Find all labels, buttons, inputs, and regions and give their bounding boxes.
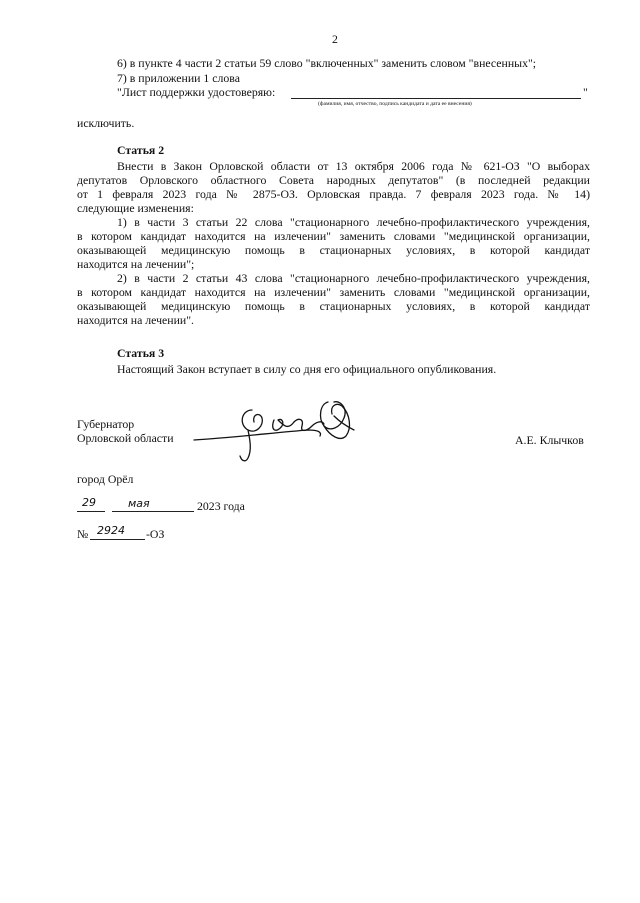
article-2-line: 2) в части 2 статьи 43 слова "стационарного лечебно-профилактического учреждения, bbox=[117, 271, 590, 285]
article-2-heading: Статья 2 bbox=[117, 143, 165, 157]
exclude-text: исключить. bbox=[77, 116, 135, 130]
article-2-line: от 1 февраля 2023 года № 2875-ОЗ. Орловская правда. 7 февраля 2023 года. № 14) bbox=[77, 187, 590, 201]
article-2-line: следующие изменения: bbox=[77, 201, 194, 215]
signatory-name: А.Е. Клычков bbox=[515, 433, 584, 447]
article-2-line: в котором кандидат находится на излечении" заменить словами "медицинской организации, bbox=[77, 285, 590, 299]
article-2-line: находится на лечении". bbox=[77, 313, 194, 327]
date-month: мая bbox=[128, 497, 150, 510]
article-2-line: в котором кандидат находится на излечении" заменить словами "медицинской организации, bbox=[77, 229, 590, 243]
date-month-line bbox=[112, 511, 194, 512]
date-day-line bbox=[77, 511, 105, 512]
amendment-item-7: 7) в приложении 1 слова bbox=[117, 71, 240, 85]
article-2-line: 1) в части 3 статьи 22 слова "стационарного лечебно-профилактического учреждения, bbox=[117, 215, 590, 229]
page-number: 2 bbox=[332, 32, 338, 46]
blank-line-caption: (фамилия, имя, отчество, подпись кандидата и дата ее внесения) bbox=[318, 101, 472, 107]
article-3-text: Настоящий Закон вступает в силу со дня его официального опубликования. bbox=[117, 362, 497, 376]
law-number-value: 2924 bbox=[97, 524, 125, 537]
law-number-suffix: -ОЗ bbox=[146, 527, 165, 541]
date-day: 29 bbox=[82, 496, 96, 509]
article-2-line: оказывающей медицинскую помощь в стационарных условиях, в которой кандидат bbox=[77, 299, 590, 313]
article-2-line: Внести в Закон Орловской области от 13 октября 2006 года № 621-ОЗ "О выборах bbox=[117, 159, 590, 173]
article-2-line: оказывающей медицинскую помощь в стационарных условиях, в которой кандидат bbox=[77, 243, 590, 257]
article-3-heading: Статья 3 bbox=[117, 346, 165, 360]
place-of-signing: город Орёл bbox=[77, 472, 134, 486]
amendment-item-6: 6) в пункте 4 части 2 статьи 59 слово "включенных" заменить словом "внесенных"; bbox=[117, 56, 537, 70]
law-number-line bbox=[90, 539, 145, 540]
signature-blank-line bbox=[291, 98, 581, 99]
quote-line-text: "Лист поддержки удостоверяю: bbox=[117, 85, 276, 99]
quote-line-close: " bbox=[583, 85, 588, 99]
article-2-line: депутатов Орловского областного Совета народных депутатов" (в последней редакции bbox=[77, 173, 590, 187]
article-2-line: находится на лечении"; bbox=[77, 257, 195, 271]
signatory-title-line-2: Орловской области bbox=[77, 431, 174, 445]
date-year: 2023 года bbox=[197, 499, 245, 513]
signature-image bbox=[190, 396, 360, 466]
law-number-prefix: № bbox=[77, 527, 89, 541]
signatory-title-line-1: Губернатор bbox=[77, 417, 135, 431]
